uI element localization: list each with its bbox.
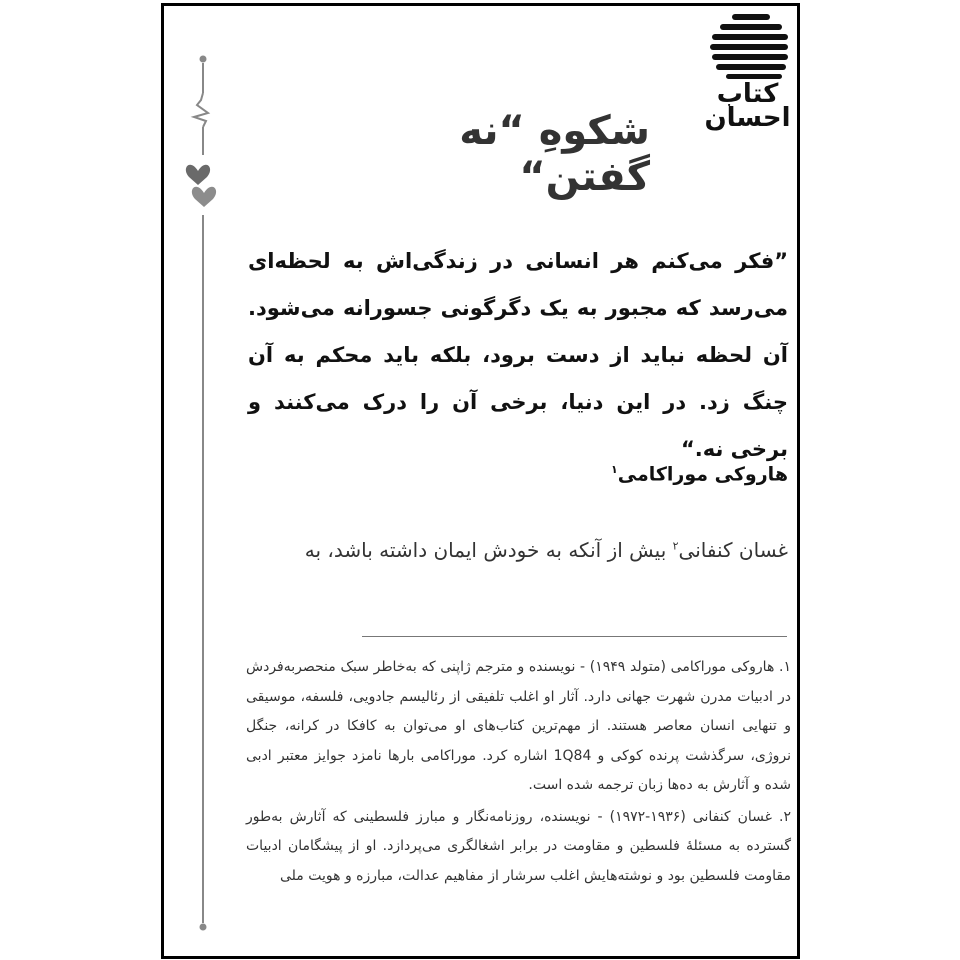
body-paragraph (248, 538, 788, 562)
author-name: هاروکی موراکامی (617, 463, 788, 486)
footnote-ref-2: ۲ (672, 539, 679, 553)
epigraph-quote: ”فکر می‌کنم هر انسانی در زندگی‌اش به لحظه‌ای می‌رسد که مجبور به یک دگرگونی جسورانه می‌شود. آن لحظه نباید از دست برود، بلکه باید محکم به آن چنگ زد. در این دنیا، برخی آن را درک می‌کنند و برخی نه.“ (248, 249, 788, 461)
footnotes (246, 653, 791, 893)
footnote-2: ۲. غسان کنفانی (۱۹۳۶-۱۹۷۲) - نویسنده، روزنامه‌نگار و مبارز فلسطینی که آثارش به‌طور گسترده به مسئلهٔ فلسطین و مقاومت در برابر اشغالگری می‌پردازد. او از پیشگامان ادبیات مقاومت فلسطین بود و نوشته‌هایش اغلب سرشار از مفاهیم عدالت، مبارزه و هویت ملی (246, 808, 791, 884)
page-title: شکوهِ “نه گفتن“ (459, 108, 650, 200)
footnote-divider (362, 636, 787, 637)
body-text-rest: بیش از آنکه به خودش ایمان داشته باشد، به (304, 538, 673, 562)
heartbeat-ornament-icon (168, 55, 234, 935)
quote-author (248, 463, 788, 485)
logo-line-1: کتاب (716, 79, 779, 109)
body-text-start: غسان کنفانی (678, 538, 788, 562)
logo-line-2: احسان (704, 103, 791, 133)
footnote-ref-1: ۱ (611, 463, 618, 476)
publisher-logo-text (700, 79, 795, 133)
footnote-1: ۱. هاروکی موراکامی (متولد ۱۹۴۹) - نویسنده و مترجم ژاپنی که به‌خاطر سبک منحصربه‌فردش در ادبیات مدرن شهرت جهانی دارد. آثار او اغلب تلفیقی از رئالیسم جادویی، فلسفه، موسیقی و تنهایی انسان معاصر هستند. از مهم‌ترین کتاب‌های او می‌توان به کافکا در کرانه، جنگل نروژی، سرگذشت پرنده کوکی و 1Q84 اشاره کرد. موراکامی بارها نامزد جوایز معتبر ادبی شده و آثارش به ده‌ها زبان ترجمه شده است. (246, 659, 791, 793)
